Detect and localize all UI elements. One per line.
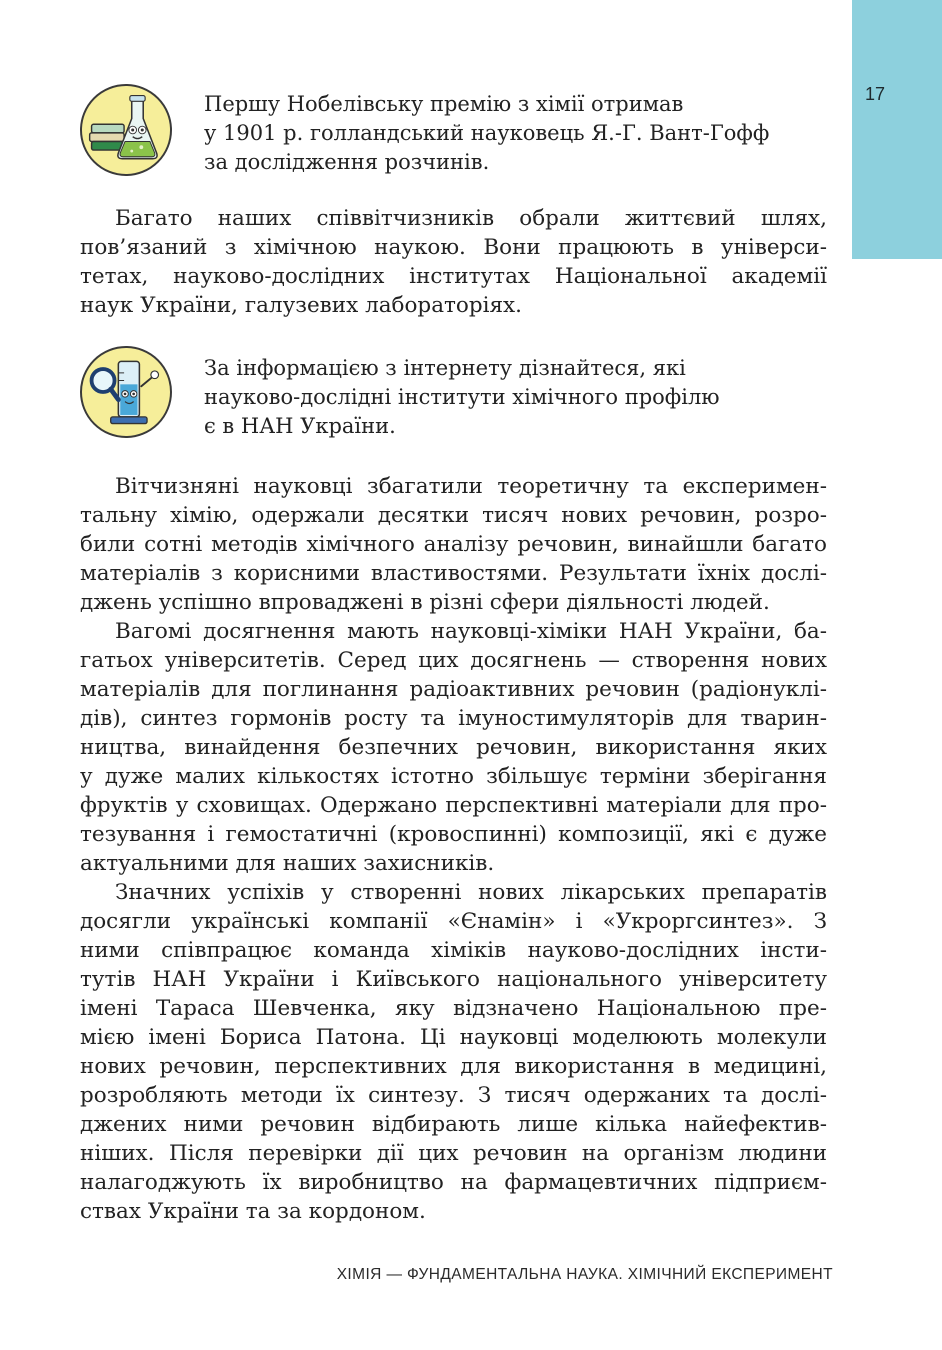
text-line: розробляють методи їх синтезу. З тисяч одержаних та дослі- [80, 1083, 827, 1108]
text-line: ніших. Після перевірки дії цих речовин на організм людини [80, 1141, 827, 1166]
text-line: джених ними речовин відбирають лише кілька найефектив- [80, 1112, 827, 1137]
text-line: у 1901 р. голландський науковець Я.-Г. Вант-Гофф [204, 121, 770, 145]
running-footer: ХІМІЯ — ФУНДАМЕНТАЛЬНА НАУКА. ХІМІЧНИЙ ЕКСПЕРИМЕНТ [336, 1266, 833, 1283]
text-line: мією імені Бориса Патона. Ці науковці моделюють молекули [80, 1025, 827, 1050]
text-line: у дуже малих кількостях істотно збільшує терміни зберігання [80, 764, 827, 789]
text-line: нових речовин, перспективних для використання в медицині, [80, 1054, 827, 1079]
text-line: Першу Нобелівську премію з хімії отримав [204, 92, 684, 116]
text-line: джень успішно впроваджені в різні сфери діяльності людей. [80, 590, 770, 615]
research-note [80, 346, 840, 438]
text-line: науково-дослідні інститути хімічного профілю [204, 385, 720, 409]
text-line: є в НАН України. [204, 414, 396, 438]
research-note-text [204, 354, 834, 441]
text-line: тезування і гемостатичні (кровоспинні) композиції, які є дуже [80, 822, 827, 847]
text-line: Вагомі досягнення мають науковці-хіміки НАН України, ба- [115, 619, 827, 644]
text-line: імені Тараса Шевченка, яку відзначено Національною пре- [80, 996, 827, 1021]
nobel-note-text [204, 90, 834, 177]
page-number: 17 [865, 84, 886, 104]
text-line: били сотні методів хімічного аналізу речовин, винайшли багато [80, 532, 827, 557]
text-line: Значних успіхів у створенні нових лікарських препаратів [115, 880, 827, 905]
text-line: Вітчизняні науковці збагатили теоретичну та експеримен- [115, 474, 827, 499]
text-line: тутів НАН України і Київського національного університету [80, 967, 827, 992]
paragraph-nan-achievements [80, 617, 827, 878]
text-line: ництва, винайдення безпечних речовин, використання яких [80, 735, 827, 760]
text-line: актуальними для наших захисників. [80, 851, 495, 876]
text-line: тетах, науково-дослідних інститутах Національної академії [80, 264, 827, 289]
text-line: За інформацією з інтернету дізнайтеся, які [204, 356, 686, 380]
text-line: пов’язаний з хімічною наукою. Вони працюють в універси- [80, 235, 827, 260]
text-line: наук України, галузевих лабораторіях. [80, 293, 523, 318]
paragraph-pharma [80, 878, 827, 1226]
page-tab [852, 0, 942, 259]
text-line: тальну хімію, одержали десятки тисяч нових речовин, розро- [80, 503, 827, 528]
text-line: ствах України та за кордоном. [80, 1199, 426, 1224]
text-line: дів), синтез гормонів росту та імуностимуляторів для тварин- [80, 706, 827, 731]
nobel-note [80, 84, 840, 176]
text-line: Багато наших співвітчизників обрали життєвий шлях, [115, 206, 827, 231]
text-line: ними співпрацює команда хіміків науково-дослідних інсти- [80, 938, 827, 963]
text-line: гатьох університетів. Серед цих досягнень — створення нових [80, 648, 827, 673]
paragraph-careers [80, 204, 827, 320]
magnifier-cylinder-mascot-icon [80, 346, 172, 438]
paragraph-achievements [80, 472, 827, 617]
text-line: налагоджують їх виробництво на фармацевтичних підприєм- [80, 1170, 827, 1195]
text-line: за дослідження розчинів. [204, 150, 490, 174]
text-line: матеріалів з корисними властивостями. Результати їхніх дослі- [80, 561, 827, 586]
text-line: матеріалів для поглинання радіоактивних речовин (радіонуклі- [80, 677, 827, 702]
text-line: досягли українські компанії «Єнамін» і «Укроргсинтез». З [80, 909, 827, 934]
text-line: фруктів у сховищах. Одержано перспективні матеріали для про- [80, 793, 827, 818]
flask-books-mascot-icon [80, 84, 172, 176]
